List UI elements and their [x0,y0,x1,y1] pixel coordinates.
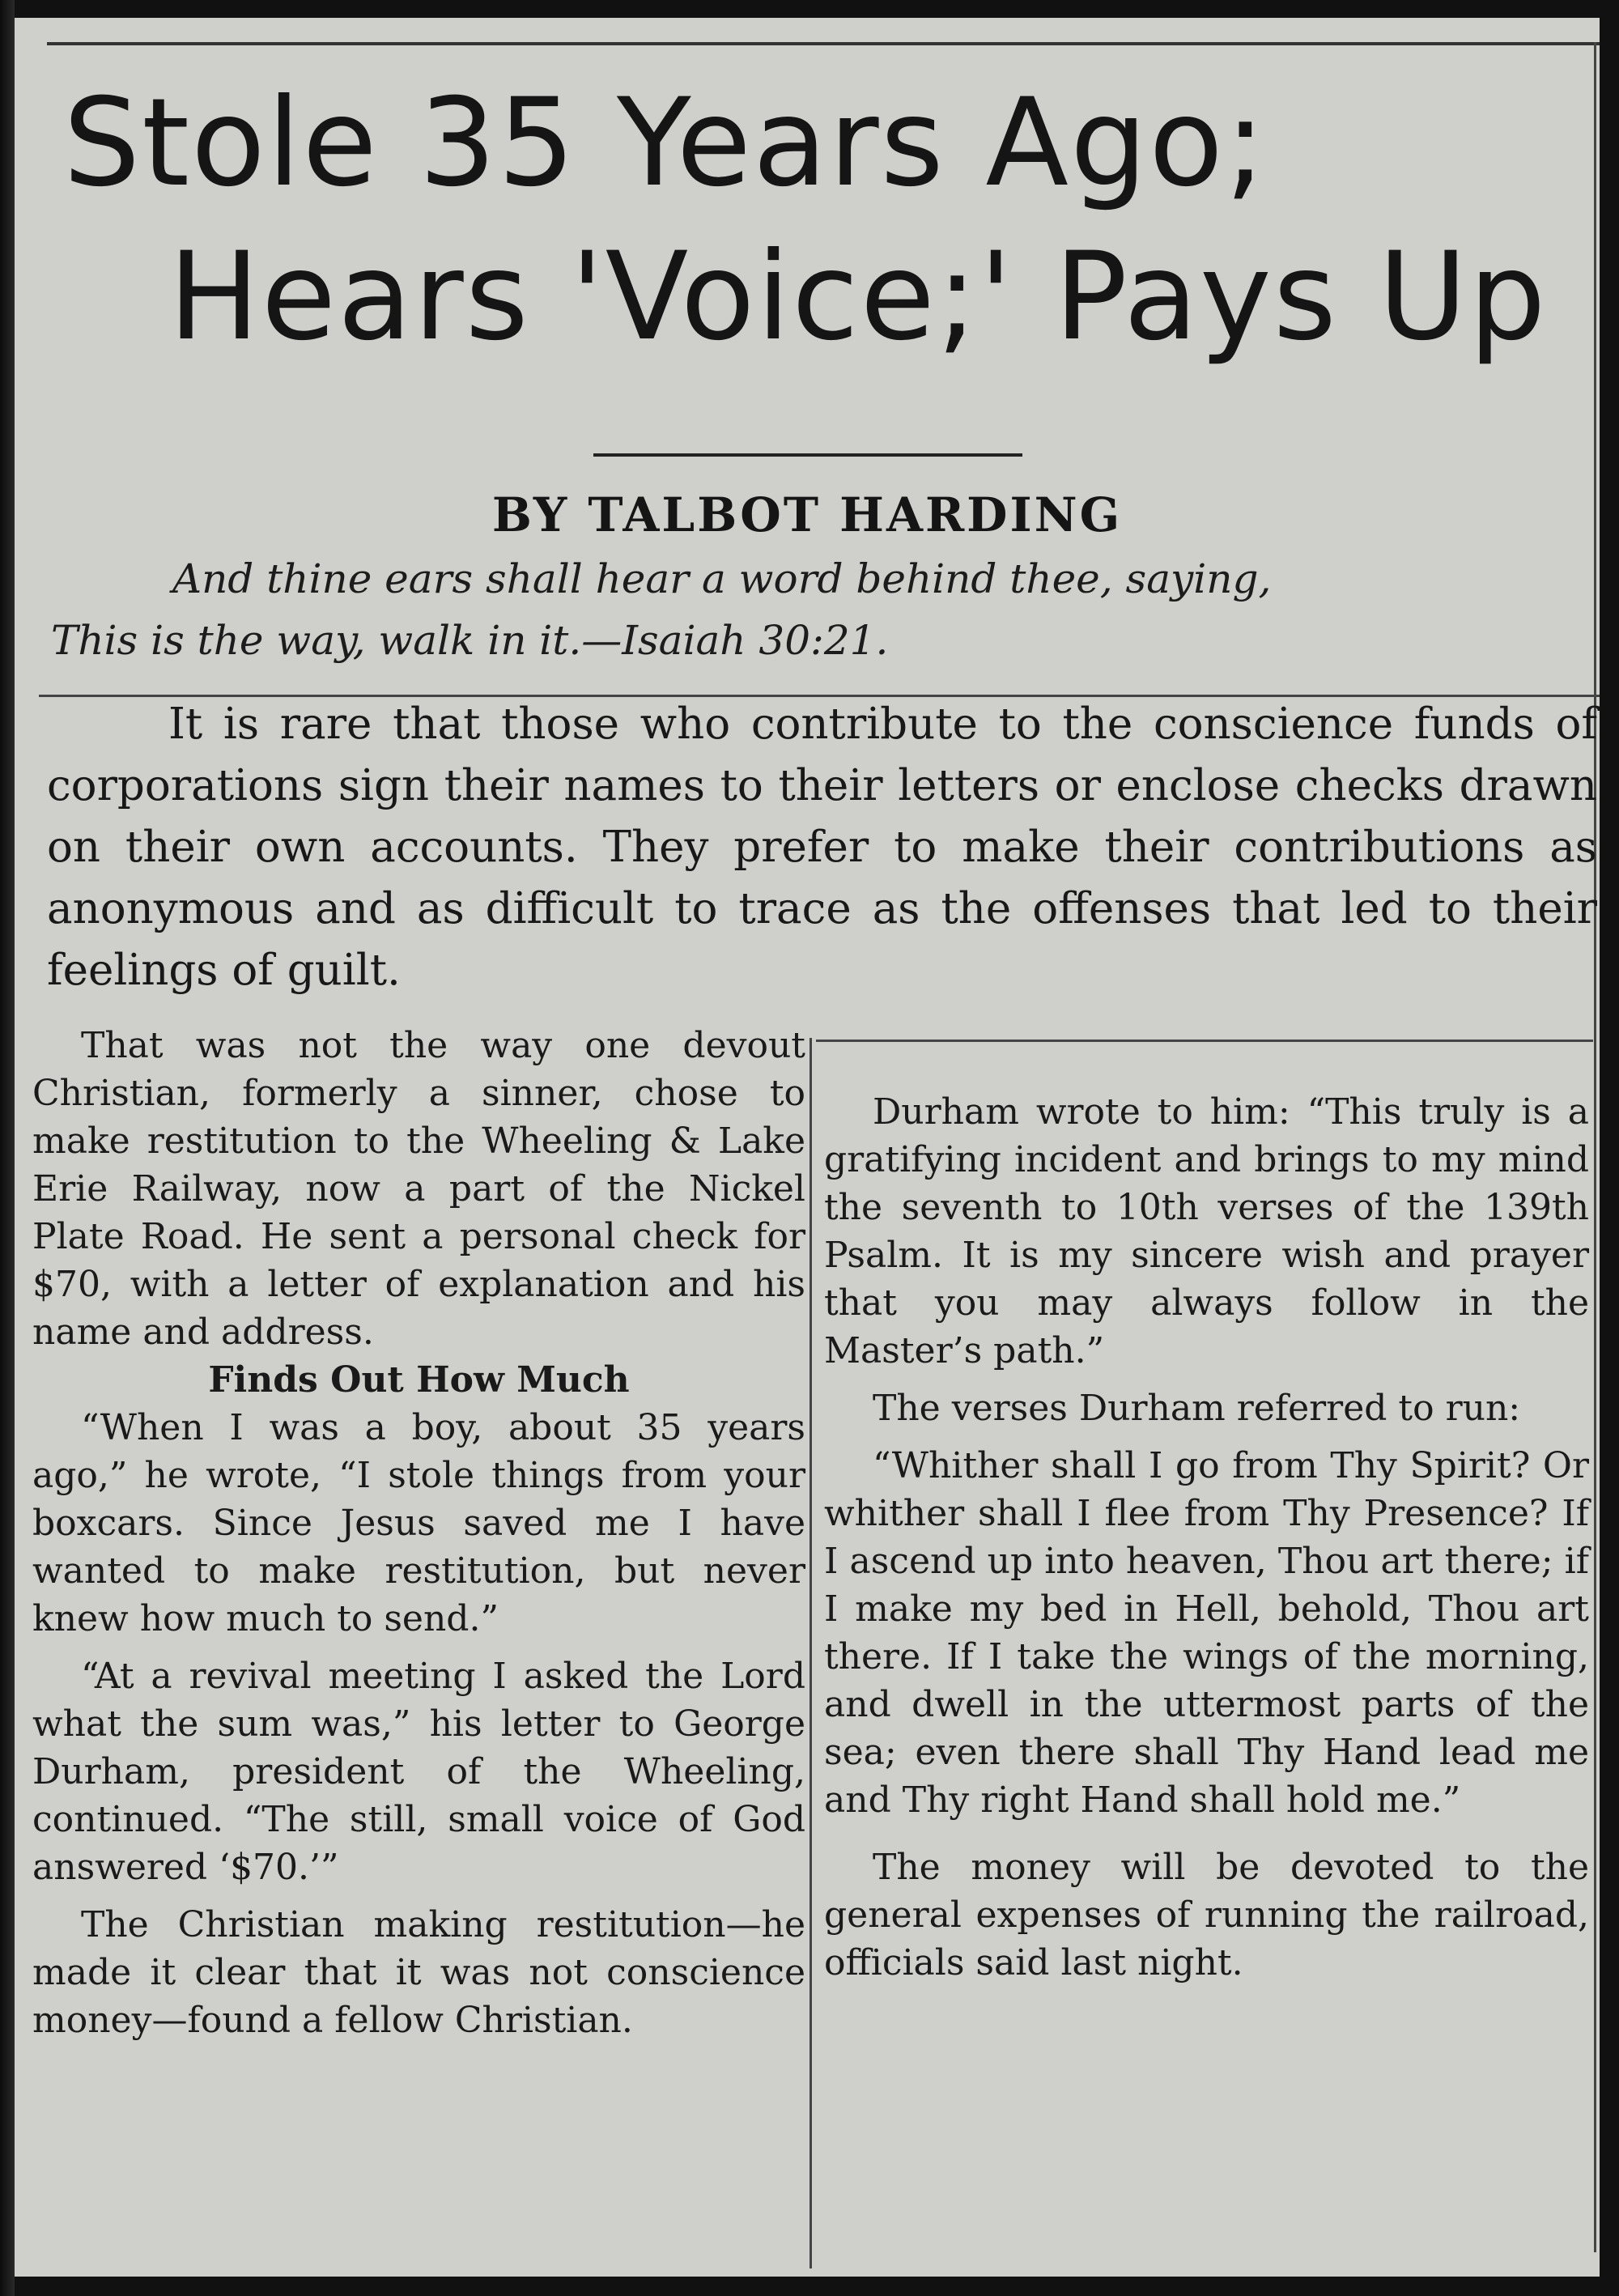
epigraph [39,548,1593,671]
left-paragraph-1: That was not the way one devout Christian, formerly a sinner, chose to make restitution to the Wheeling & Lake Erie Railway, now a part of the Nickel Plate Road. He sent a personal check for $70, with a letter of explanation and his name and address. [32,1025,805,1353]
left-paragraph-2: “When I was a boy, about 35 years ago,” he wrote, “I stole things from your boxcars. Since Jesus saved me I have wanted to make restitution, but never knew how much to send.” [32,1407,805,1639]
lead-paragraph [47,694,1597,1001]
right-paragraph-2: The verses Durham referred to run: [873,1388,1521,1429]
clipping-left-edge [0,0,15,2296]
headline [47,66,1600,374]
headline-divider [593,453,1022,457]
left-paragraph-3: “At a revival meeting I asked the Lord what the sum was,” his letter to George Durham, president of the Wheeling, continued. “The still, small voice of God answered ‘$70.’” [32,1656,805,1888]
right-paragraph-1: Durham wrote to him: “This truly is a gratifying incident and brings to my mind the seventh to 10th verses of the 139th Psalm. It is my sincere wish and prayer that you may always follow in the Master’s path.” [824,1091,1589,1371]
subhead: Finds Out How Much [208,1359,630,1401]
right-paragraph-3: “Whither shall I go from Thy Spirit? Or whither shall I flee from Thy Presence? If I ascend up into heaven, Thou art there; if I make my bed in Hell, behold, Thou art there. If I take the wings of the morning, and dwell in the uttermost parts of the sea; even there shall Thy Hand lead me and Thy right Hand shall hold me.” [824,1445,1589,1821]
newspaper-clipping [15,18,1600,2277]
right-column-box-top [816,1040,1593,1042]
epigraph-line-1: And thine ears shall hear a word behind thee, saying, [172,555,1272,602]
headline-line-2: Hears 'Voice;' Pays Up [168,227,1548,368]
column-divider [810,1038,812,2268]
headline-line-1: Stole 35 Years Ago; [63,73,1268,214]
epigraph-line-2: This is the way, walk in it.—Isaiah 30:21. [51,617,889,664]
left-paragraph-4: The Christian making restitution—he made it clear that it was not conscience money—found a fellow Christian. [32,1904,805,2041]
left-column [32,1022,805,2044]
top-border-rule [47,42,1600,45]
right-paragraph-4: The money will be devoted to the general expenses of running the railroad, officials said last night. [824,1847,1589,1983]
right-column [824,1088,1589,1987]
byline: BY TALBOT HARDING [491,487,1123,542]
lead-text: It is rare that those who contribute to the conscience funds of corporations sign their names to their letters or enclose checks drawn on their own accounts. They prefer to make their contributions as anonymous and as difficult to trace as the offenses that led to their feelings of guilt. [47,699,1597,995]
